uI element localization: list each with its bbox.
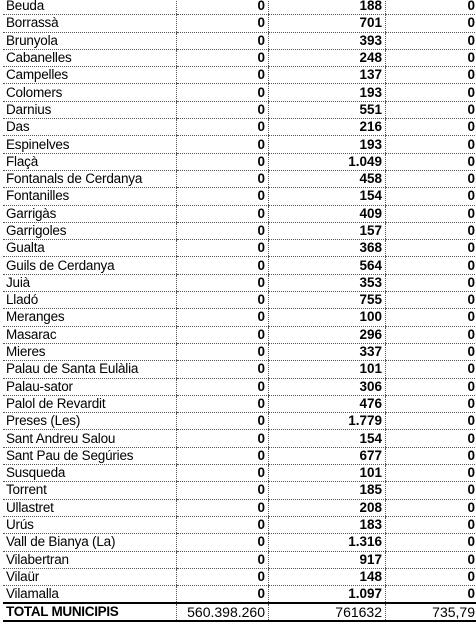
value-col-b: 1.779 xyxy=(269,413,386,430)
value-col-c: 0 xyxy=(386,447,476,464)
value-col-c: 0 xyxy=(386,378,476,395)
table-row xyxy=(3,170,476,187)
table-row xyxy=(3,222,476,239)
table-row xyxy=(3,413,476,430)
municipality-name: Torrent xyxy=(3,482,177,499)
value-col-a: 0 xyxy=(177,205,269,222)
value-col-b: 296 xyxy=(269,326,386,343)
table-row xyxy=(3,32,476,49)
value-col-b: 409 xyxy=(269,205,386,222)
value-col-b: 208 xyxy=(269,499,386,516)
municipality-name: Vilabertran xyxy=(3,551,177,568)
value-col-c: 0 xyxy=(386,361,476,378)
value-col-b: 216 xyxy=(269,119,386,136)
value-col-c: 0 xyxy=(386,551,476,568)
value-col-c: 0 xyxy=(386,153,476,170)
value-col-c: 0 xyxy=(386,188,476,205)
value-col-c: 0 xyxy=(386,205,476,222)
value-col-b: 337 xyxy=(269,343,386,360)
value-col-a: 0 xyxy=(177,516,269,533)
value-col-a: 0 xyxy=(177,274,269,291)
table-row xyxy=(3,67,476,84)
value-col-c: 0 xyxy=(386,170,476,187)
municipality-name: Das xyxy=(3,119,177,136)
value-col-a: 0 xyxy=(177,67,269,84)
value-col-c: 0 xyxy=(386,32,476,49)
value-col-a: 0 xyxy=(177,136,269,153)
municipality-name: Cabanelles xyxy=(3,49,177,66)
table-row xyxy=(3,309,476,326)
total-col-b: 761632 xyxy=(269,603,386,621)
table-row xyxy=(3,84,476,101)
value-col-b: 100 xyxy=(269,309,386,326)
table-row xyxy=(3,15,476,32)
value-col-c: 0 xyxy=(386,465,476,482)
municipality-name: Darnius xyxy=(3,101,177,118)
value-col-b: 137 xyxy=(269,67,386,84)
municipality-name: Sant Andreu Salou xyxy=(3,430,177,447)
value-col-c: 0 xyxy=(386,430,476,447)
value-col-b: 183 xyxy=(269,516,386,533)
value-col-a: 0 xyxy=(177,49,269,66)
value-col-a: 0 xyxy=(177,534,269,551)
municipality-name: Palau-sator xyxy=(3,378,177,395)
municipality-name: Vilaür xyxy=(3,568,177,585)
value-col-b: 193 xyxy=(269,136,386,153)
municipality-name: Ullastret xyxy=(3,499,177,516)
value-col-c: 0 xyxy=(386,257,476,274)
value-col-a: 0 xyxy=(177,257,269,274)
municipality-name: Urús xyxy=(3,516,177,533)
total-col-c: 735,79 xyxy=(386,603,476,621)
value-col-a: 0 xyxy=(177,551,269,568)
value-col-b: 185 xyxy=(269,482,386,499)
value-col-b: 353 xyxy=(269,274,386,291)
value-col-c: 0 xyxy=(386,222,476,239)
value-col-c: 0 xyxy=(386,292,476,309)
table-row xyxy=(3,0,476,15)
value-col-b: 157 xyxy=(269,222,386,239)
value-col-a: 0 xyxy=(177,378,269,395)
value-col-b: 551 xyxy=(269,101,386,118)
value-col-a: 0 xyxy=(177,240,269,257)
municipality-name: Palau de Santa Eulàlia xyxy=(3,361,177,378)
table-row xyxy=(3,361,476,378)
value-col-b: 1.049 xyxy=(269,153,386,170)
value-col-c: 0 xyxy=(386,15,476,32)
municipality-name: Palol de Revardit xyxy=(3,395,177,412)
municipality-name: Colomers xyxy=(3,84,177,101)
table-row xyxy=(3,326,476,343)
value-col-c: 0 xyxy=(386,326,476,343)
table-row xyxy=(3,205,476,222)
table-row xyxy=(3,447,476,464)
value-col-b: 306 xyxy=(269,378,386,395)
municipality-name: Brunyola xyxy=(3,32,177,49)
value-col-a: 0 xyxy=(177,292,269,309)
value-col-a: 0 xyxy=(177,119,269,136)
value-col-a: 0 xyxy=(177,465,269,482)
value-col-a: 0 xyxy=(177,499,269,516)
value-col-b: 917 xyxy=(269,551,386,568)
municipality-name: Guils de Cerdanya xyxy=(3,257,177,274)
value-col-b: 701 xyxy=(269,15,386,32)
value-col-a: 0 xyxy=(177,153,269,170)
municipality-name: Vilamalla xyxy=(3,586,177,604)
table-row xyxy=(3,465,476,482)
table-body xyxy=(3,0,476,603)
municipality-name: Garrigàs xyxy=(3,205,177,222)
value-col-c: 0 xyxy=(386,482,476,499)
value-col-c: 0 xyxy=(386,395,476,412)
value-col-a: 0 xyxy=(177,309,269,326)
value-col-a: 0 xyxy=(177,15,269,32)
value-col-b: 677 xyxy=(269,447,386,464)
municipality-name: Juià xyxy=(3,274,177,291)
total-col-a: 560.398.260 xyxy=(177,603,269,621)
table-row xyxy=(3,482,476,499)
value-col-c: 0 xyxy=(386,67,476,84)
table-row xyxy=(3,568,476,585)
table-row xyxy=(3,274,476,291)
municipality-name: Flaçà xyxy=(3,153,177,170)
value-col-b: 368 xyxy=(269,240,386,257)
municipality-name: Espinelves xyxy=(3,136,177,153)
value-col-a: 0 xyxy=(177,32,269,49)
value-col-c: 0 xyxy=(386,0,476,15)
municipality-name: Beuda xyxy=(3,0,177,15)
table-row xyxy=(3,257,476,274)
value-col-a: 0 xyxy=(177,482,269,499)
table-row xyxy=(3,378,476,395)
value-col-b: 476 xyxy=(269,395,386,412)
value-col-c: 0 xyxy=(386,240,476,257)
value-col-b: 101 xyxy=(269,361,386,378)
value-col-a: 0 xyxy=(177,326,269,343)
value-col-a: 0 xyxy=(177,188,269,205)
value-col-b: 154 xyxy=(269,188,386,205)
value-col-b: 393 xyxy=(269,32,386,49)
value-col-c: 0 xyxy=(386,136,476,153)
municipality-name: Sant Pau de Segúries xyxy=(3,447,177,464)
table-row xyxy=(3,551,476,568)
municipality-name: Vall de Bianya (La) xyxy=(3,534,177,551)
value-col-a: 0 xyxy=(177,101,269,118)
value-col-c: 0 xyxy=(386,49,476,66)
value-col-b: 248 xyxy=(269,49,386,66)
table-row xyxy=(3,430,476,447)
value-col-c: 0 xyxy=(386,586,476,604)
value-col-c: 0 xyxy=(386,534,476,551)
total-row xyxy=(3,603,476,621)
value-col-b: 101 xyxy=(269,465,386,482)
value-col-c: 0 xyxy=(386,101,476,118)
value-col-c: 0 xyxy=(386,499,476,516)
value-col-a: 0 xyxy=(177,586,269,604)
table-row xyxy=(3,516,476,533)
municipality-name: Fontanilles xyxy=(3,188,177,205)
table-row xyxy=(3,343,476,360)
municipality-name: Fontanals de Cerdanya xyxy=(3,170,177,187)
municipality-name: Gualta xyxy=(3,240,177,257)
value-col-b: 458 xyxy=(269,170,386,187)
value-col-c: 0 xyxy=(386,568,476,585)
value-col-a: 0 xyxy=(177,343,269,360)
value-col-c: 0 xyxy=(386,119,476,136)
value-col-a: 0 xyxy=(177,361,269,378)
table-row xyxy=(3,153,476,170)
value-col-c: 0 xyxy=(386,309,476,326)
value-col-b: 1.316 xyxy=(269,534,386,551)
value-col-a: 0 xyxy=(177,170,269,187)
table-row xyxy=(3,395,476,412)
municipality-table xyxy=(3,0,476,622)
total-label: TOTAL MUNICIPIS xyxy=(3,603,177,621)
value-col-b: 193 xyxy=(269,84,386,101)
table-row xyxy=(3,240,476,257)
value-col-b: 154 xyxy=(269,430,386,447)
municipality-name: Campelles xyxy=(3,67,177,84)
municipality-name: Borrassà xyxy=(3,15,177,32)
value-col-a: 0 xyxy=(177,568,269,585)
table-row xyxy=(3,49,476,66)
municipality-name: Preses (Les) xyxy=(3,413,177,430)
value-col-a: 0 xyxy=(177,0,269,15)
table-row xyxy=(3,292,476,309)
municipality-name: Meranges xyxy=(3,309,177,326)
municipality-name: Susqueda xyxy=(3,465,177,482)
value-col-a: 0 xyxy=(177,413,269,430)
table-row xyxy=(3,499,476,516)
value-col-c: 0 xyxy=(386,343,476,360)
table-row xyxy=(3,188,476,205)
value-col-a: 0 xyxy=(177,222,269,239)
value-col-a: 0 xyxy=(177,395,269,412)
table-row xyxy=(3,534,476,551)
municipality-name: Mieres xyxy=(3,343,177,360)
value-col-a: 0 xyxy=(177,447,269,464)
table-row xyxy=(3,119,476,136)
value-col-c: 0 xyxy=(386,516,476,533)
value-col-b: 148 xyxy=(269,568,386,585)
value-col-a: 0 xyxy=(177,84,269,101)
value-col-b: 188 xyxy=(269,0,386,15)
value-col-c: 0 xyxy=(386,274,476,291)
value-col-c: 0 xyxy=(386,413,476,430)
value-col-b: 1.097 xyxy=(269,586,386,604)
table-row xyxy=(3,136,476,153)
value-col-b: 755 xyxy=(269,292,386,309)
municipality-name: Masarac xyxy=(3,326,177,343)
value-col-b: 564 xyxy=(269,257,386,274)
municipality-name: Lladó xyxy=(3,292,177,309)
value-col-a: 0 xyxy=(177,430,269,447)
table-row xyxy=(3,101,476,118)
municipality-name: Garrigoles xyxy=(3,222,177,239)
table-row xyxy=(3,586,476,604)
value-col-c: 0 xyxy=(386,84,476,101)
